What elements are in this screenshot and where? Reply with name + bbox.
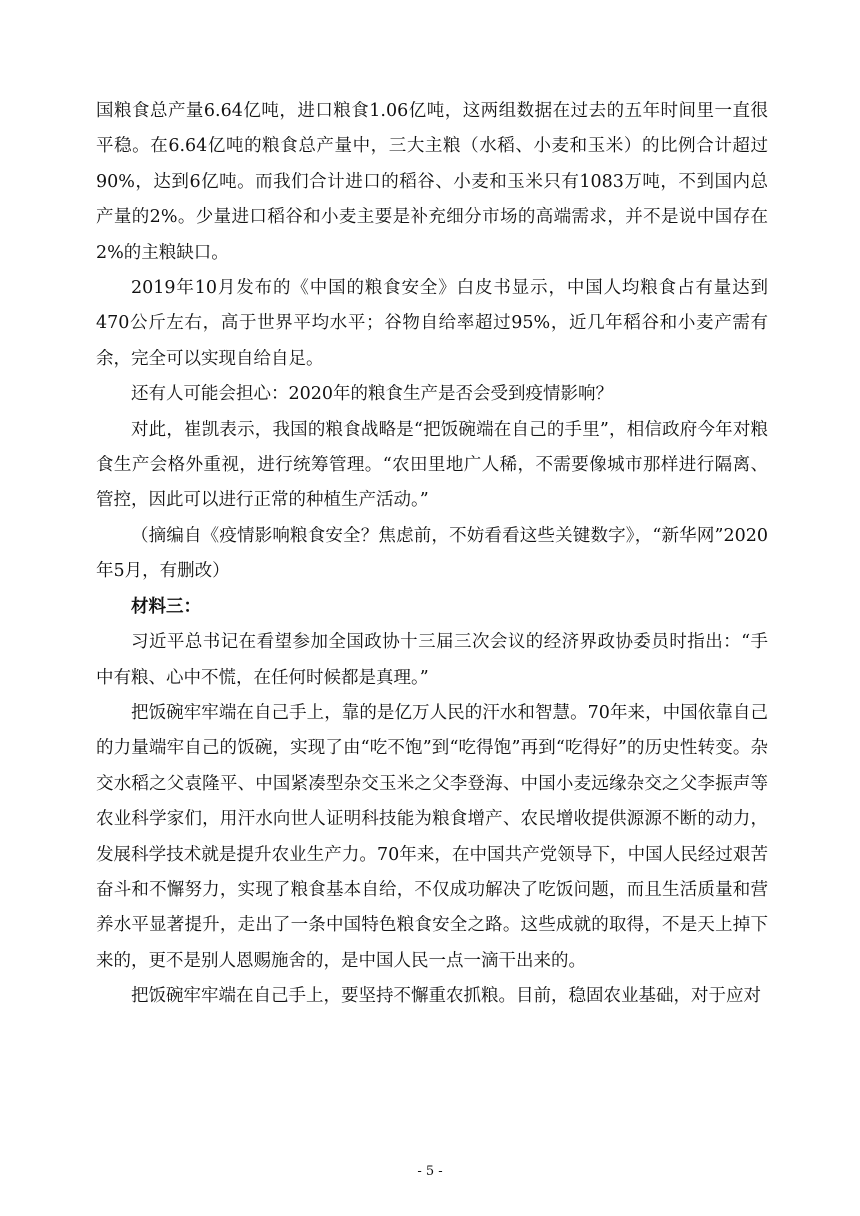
paragraph-agriculture-foundation: 把饭碗牢牢端在自己手上，要坚持不懈重农抓粮。目前，稳固农业基础，对于应对 xyxy=(131,986,761,1007)
paragraph-source-note: （摘编自《疫情影响粮食安全？焦虑前，不妨看看这些关键数字》，“新华网”2020年5月，有删改） xyxy=(96,525,768,582)
paragraph-xi-quote: 习近平总书记在看望参加全国政协十三届三次会议的经济界政协委员时指出：“手中有粮、心中不慌，在任何时候都是真理。” xyxy=(96,632,768,688)
paragraph-white-paper: 2019年10月发布的《中国的粮食安全》白皮书显示，中国人均粮食占有量达到470公斤左右，高于世界平均水平；谷物自给率超过95%，近几年稻谷和小麦产需有余，完全可以实现自给自足。 xyxy=(96,278,768,369)
paragraph-cui-kai-quote: 对此，崔凯表示，我国的粮食战略是“把饭碗端在自己的手里”，相信政府今年对粮食生产会格外重视，进行统筹管理。“农田里地广人稀，不需要像城市那样进行隔离、管控，因此可以进行正常的种植生产活动。” xyxy=(96,419,768,511)
page-number: - 5 - xyxy=(417,1164,443,1179)
section-heading-material-three: 材料三： xyxy=(131,596,201,617)
paragraph-concern-question: 还有人可能会担心：2020年的粮食生产是否会受到疫情影响？ xyxy=(131,384,614,405)
document-body xyxy=(96,94,768,1015)
paragraph-grain-output: 国粮食总产量6.64亿吨，进口粮食1.06亿吨，这两组数据在过去的五年时间里一直很平稳。在6.64亿吨的粮食总产量中，三大主粮（水稻、小麦和玉米）的比例合计超过90%，达到6亿吨。而我们合计进口的稻谷、小麦和玉米只有1083万吨，不到国内总产量的2%。少量进口稻谷和小麦主要是补充细分市场的高端需求，并不是说中国存在2%的主粮缺口。 xyxy=(96,101,768,263)
paragraph-seventy-years: 把饭碗牢牢端在自己手上，靠的是亿万人民的汗水和智慧。70年来，中国依靠自己的力量端牢自己的饭碗，实现了由“吃不饱”到“吃得饱”再到“吃得好”的历史性转变。杂交水稻之父袁隆平、中国紧凑型杂交玉米之父李登海、中国小麦远缘杂交之父李振声等农业科学家们，用汗水向世人证明科技能为粮食增产、农民增收提供源源不断的动力，发展科学技术就是提升农业生产力。70年来，在中国共产党领导下，中国人民经过艰苦奋斗和不懈努力，实现了粮食基本自给，不仅成功解决了吃饭问题，而且生活质量和营养水平显著提升，走出了一条中国特色粮食安全之路。这些成就的取得，不是天上掉下来的，更不是别人恩赐施舍的，是中国人民一点一滴干出来的。 xyxy=(96,702,768,971)
